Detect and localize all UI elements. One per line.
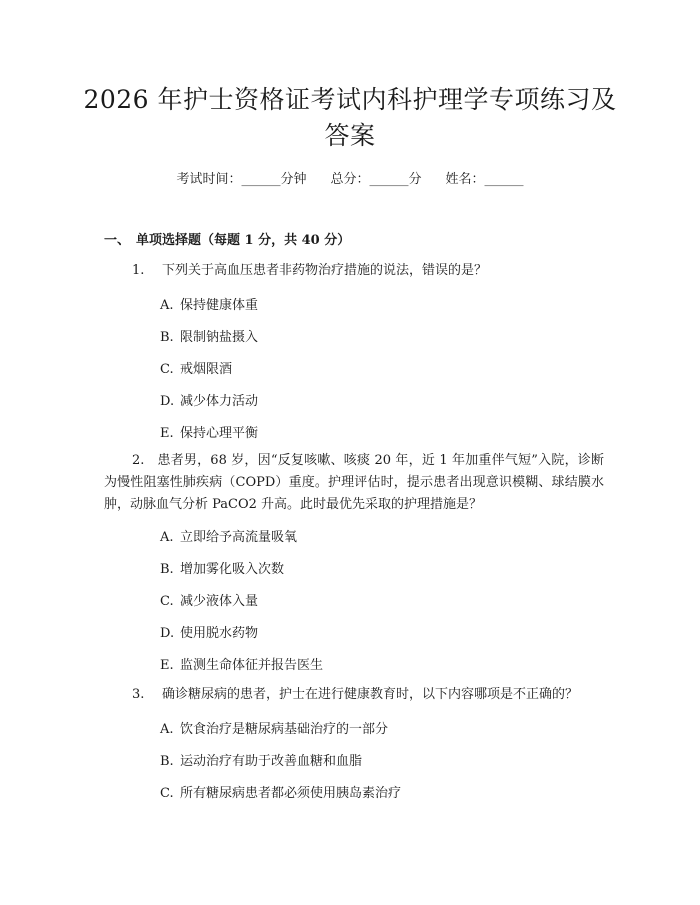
question-3 [132, 684, 578, 706]
total-score-label: 总分：______分 [330, 172, 422, 187]
option-1c [160, 358, 232, 377]
option-text: 保持健康体重 [180, 298, 259, 313]
section-title: 单项选择题（每题 1 分，共 40 分） [136, 233, 351, 248]
exam-time-label: 考试时间：______分钟 [176, 172, 307, 187]
option-letter: E. [160, 658, 174, 673]
option-letter: C. [160, 594, 174, 609]
option-2e [160, 654, 323, 673]
option-letter: A. [160, 298, 174, 313]
option-text: 戒烟限酒 [180, 362, 233, 377]
option-3a [160, 718, 388, 737]
exam-meta [0, 168, 700, 187]
option-letter: C. [160, 786, 174, 801]
option-text: 减少体力活动 [180, 394, 259, 409]
option-2b [160, 558, 284, 577]
question-2 [104, 450, 604, 516]
question-1 [132, 260, 487, 282]
option-2d [160, 622, 258, 641]
option-2a [160, 526, 297, 545]
option-text: 限制钠盐摄入 [180, 330, 259, 345]
option-1e [160, 422, 258, 441]
option-text: 监测生命体征并报告医生 [180, 658, 324, 673]
page-title: 2026 年护士资格证考试内科护理学专项练习及答案 [83, 85, 617, 150]
option-letter: E. [160, 426, 174, 441]
option-text: 立即给予高流量吸氧 [180, 530, 298, 545]
option-text: 运动治疗有助于改善血糖和血脂 [180, 754, 363, 769]
option-2c [160, 590, 258, 609]
option-letter: A. [160, 722, 174, 737]
option-text: 使用脱水药物 [180, 626, 259, 641]
option-letter: B. [160, 754, 174, 769]
option-letter: D. [160, 626, 175, 641]
option-letter: B. [160, 562, 174, 577]
option-1b [160, 326, 258, 345]
option-letter: A. [160, 530, 174, 545]
question-text: 确诊糖尿病的患者，护士在进行健康教育时，以下内容哪项是不正确的？ [162, 687, 579, 702]
option-text: 增加雾化吸入次数 [180, 562, 285, 577]
section-number: 一、 [104, 233, 131, 248]
question-text: 下列关于高血压患者非药物治疗措施的说法，错误的是？ [162, 263, 488, 278]
option-1a [160, 294, 258, 313]
option-letter: C. [160, 362, 174, 377]
option-letter: D. [160, 394, 175, 409]
option-1d [160, 390, 258, 409]
option-text: 饮食治疗是糖尿病基础治疗的一部分 [180, 722, 389, 737]
option-text: 保持心理平衡 [180, 426, 259, 441]
option-letter: B. [160, 330, 174, 345]
section-heading [104, 229, 350, 248]
option-text: 所有糖尿病患者都必须使用胰岛素治疗 [180, 786, 402, 801]
name-label: 姓名：______ [445, 172, 524, 187]
question-number: 1. [132, 263, 145, 278]
option-text: 减少液体入量 [180, 594, 259, 609]
question-number: 2. [132, 453, 145, 468]
option-3b [160, 750, 362, 769]
question-number: 3. [132, 687, 145, 702]
question-text: 患者男，68 岁，因“反复咳嗽、咳痰 20 年，近 1 年加重伴气短”入院，诊断为慢性阻塞性肺疾病（COPD）重度。护理评估时，提示患者出现意识模糊、球结膜水肿，动脉血气分析 PaCO2 升高。此时最优先采取的护理措施是？ [104, 453, 604, 512]
option-3c [160, 782, 401, 801]
